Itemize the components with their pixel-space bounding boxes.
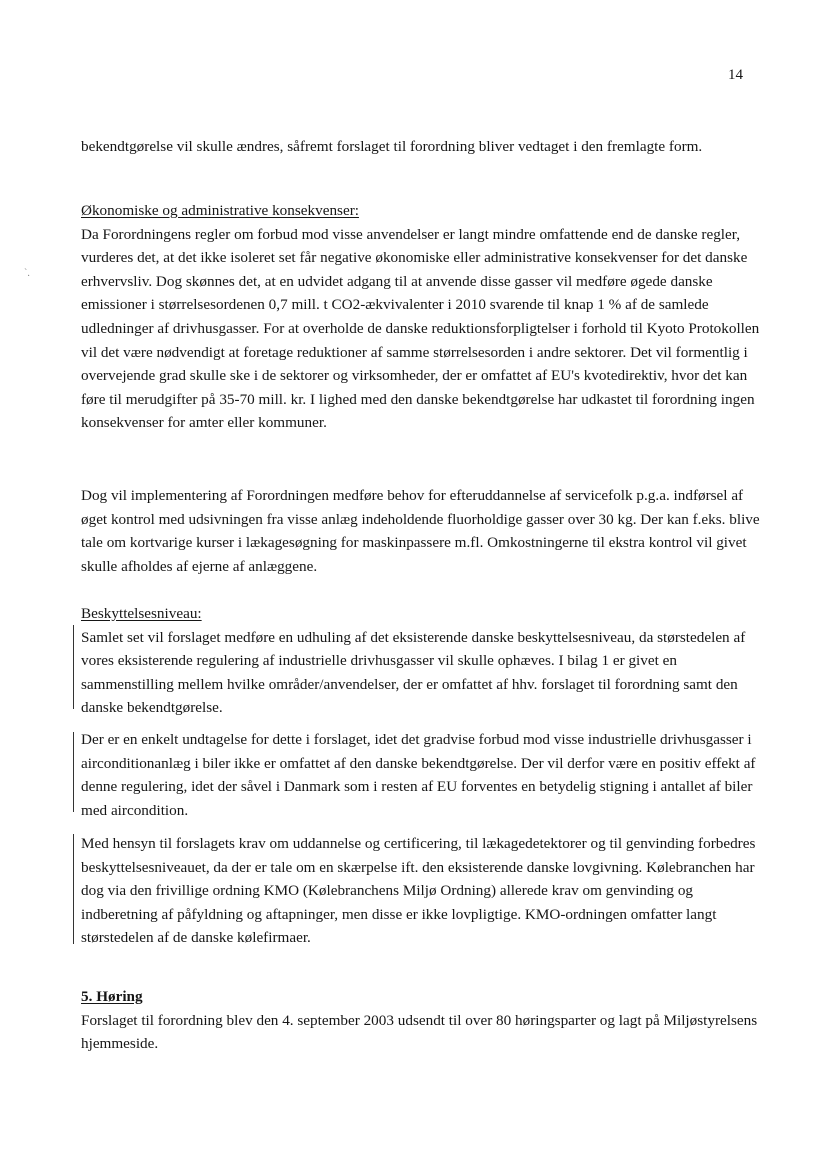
protection-body-3: Med hensyn til forslagets krav om uddannelse og certificering, til lækagedetektorer og til genvinding forbedres beskyttelsesniveauet, da der er tale om en skærpelse ift. den eksisterende danske lovgivning. Kølebranchen har dog via den frivillige ordning KMO (Kølebranchens Miljø Ordning) allerede krav om genvinding og indberetning af påfyldning og aftapninger, men disse er ikke lovpligtige. KMO-ordningen omfatter langt størstedelen af de danske kølefirmaer. — [81, 835, 756, 947]
protection-body-2: Der er en enkelt undtagelse for dette i forslaget, idet det gradvise forbud mod visse industrielle drivhusgasser i airconditionanlæg i biler ikke er omfattet af den danske bekendtgørelse. Der vil derfor være en positiv effekt af denne regulering, idet der såvel i Danmark som i resten af EU forventes en betydelig stigning i antallet af biler med aircondition. — [81, 731, 756, 819]
page-number: 14 — [728, 67, 743, 83]
hearing-heading: 5. Høring — [81, 988, 143, 1005]
economic-body-2: Dog vil implementering af Forordningen medføre behov for efteruddannelse af servicefolk p.g.a. indførsel af øget kontrol med udsivningen fra visse anlæg indeholdende fluorholdige gasser over 30 kg. Der kan f.eks. blive tale om kortvarige kurser i lækagesøgning for maskinpassere m.fl. Omkostningerne til ekstra kontrol vil givet skulle afholdes af ejerne af anlæggene. — [81, 487, 760, 575]
protection-section — [81, 602, 761, 720]
revision-bar-2 — [73, 732, 74, 812]
hearing-body: Forslaget til forordning blev den 4. september 2003 udsendt til over 80 høringsparter og lagt på Miljøstyrelsens hjemmeside. — [81, 1011, 758, 1053]
intro-paragraph — [81, 135, 761, 159]
protection-paragraph-2 — [81, 728, 761, 822]
protection-paragraph-3 — [81, 832, 761, 950]
economic-section-continued — [81, 484, 761, 578]
economic-section — [81, 199, 761, 435]
intro-text: bekendtgørelse vil skulle ændres, såfremt forslaget til forordning bliver vedtaget i den fremlagte form. — [81, 138, 703, 155]
scan-speck: `. — [24, 268, 30, 279]
revision-bar-3 — [73, 834, 74, 944]
revision-bar-1 — [73, 625, 74, 709]
economic-heading: Økonomiske og administrative konsekvenser: — [81, 202, 359, 219]
protection-body-1: Samlet set vil forslaget medføre en udhuling af det eksisterende danske beskyttelsesniveau, da størstedelen af vores eksisterende regulering af industrielle drivhusgasser vil skulle ophæves. I bilag 1 er givet en sammenstilling mellem hvilke områder/anvendelser, der er omfattet af hhv. forslaget til forordning samt den danske bekendtgørelse. — [81, 628, 746, 717]
protection-heading: Beskyttelsesniveau: — [81, 605, 202, 622]
economic-body: Da Forordningens regler om forbud mod visse anvendelser er langt mindre omfattende end de danske regler, vurderes det, at det ikke isoleret set får negative økonomiske eller administrative konsekvenser for det danske erhvervsliv. Dog skønnes det, at en udvidet adgang til at anvende disse gasser vil medføre øgede danske emissioner i størrelsesordenen 0,7 mill. t CO2-ækvivalenter i 2010 svarende til knap 1 % af de samlede udledninger af drivhusgasser. For at overholde de danske reduktionsforpligtelser i forhold til Kyoto Protokollen vil det være nødvendigt at foretage reduktioner af samme størrelsesorden i andre sektorer. Det vil formentlig i overvejende grad skulle ske i de sektorer og virksomheder, der er omfattet af EU's kvotedirektiv, hvor det kan føre til merudgifter på 35-70 mill. kr. I lighed med den danske bekendtgørelse har udkastet til forordning ingen konsekvenser for amter eller kommuner. — [81, 225, 760, 432]
hearing-section — [81, 985, 761, 1056]
